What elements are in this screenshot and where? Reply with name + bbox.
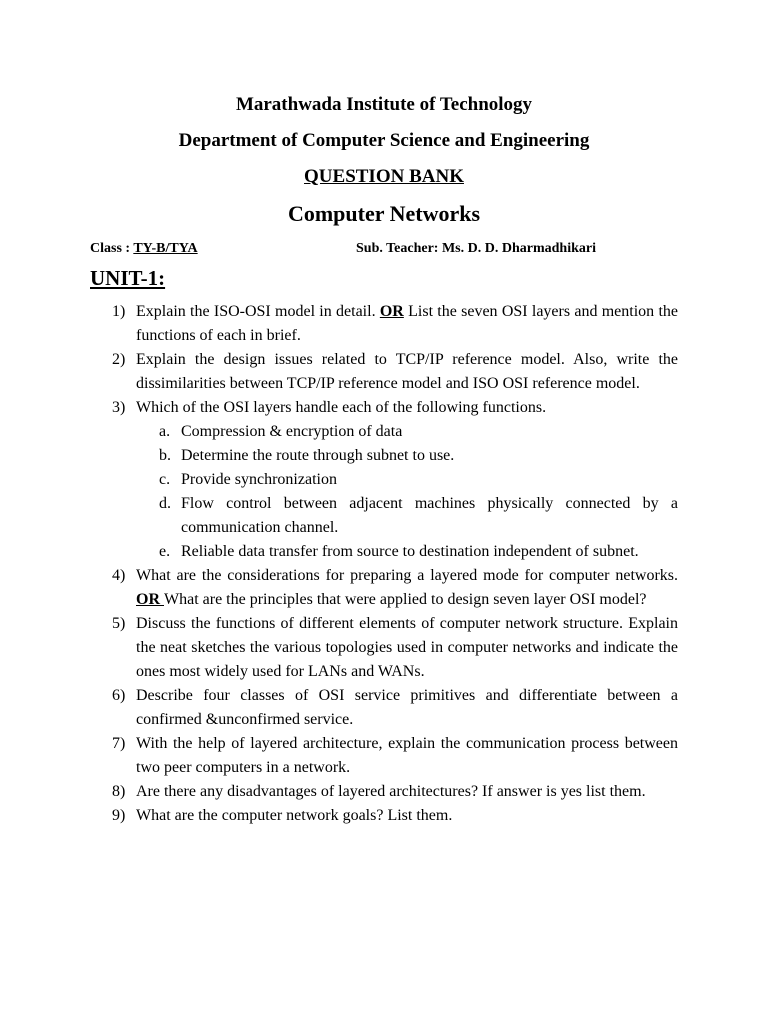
question-text: What are the computer network goals? List them. [136,807,453,824]
question-text: Explain the ISO-OSI model in detail. [136,303,380,320]
question-number: 5) [112,615,126,632]
question-text: What are the considerations for preparing a layered mode for computer networks. [136,567,678,584]
or-separator: OR [379,303,404,320]
question-item [0,684,768,732]
question-number: 2) [112,351,126,368]
sub-question-text: Determine the route through subnet to use. [181,447,455,464]
question-number: 6) [112,687,126,704]
sub-question-item [0,420,768,444]
institute-name: Marathwada Institute of Technology [235,94,533,115]
sub-question-label: c. [159,471,171,488]
question-item [0,612,768,684]
question-text: With the help of layered architecture, explain the communication process between two peer computers in a network. [136,735,678,776]
unit-heading: UNIT-1: [90,266,166,290]
sub-question-item [0,540,768,564]
question-text: Describe four classes of OSI service primitives and differentiate between a confirmed &unconfirmed service. [136,687,678,728]
question-list [0,300,768,828]
question-text: Are there any disadvantages of layered architectures? If answer is yes list them. [136,783,646,800]
question-item [0,804,768,828]
or-separator: OR [136,591,164,608]
document-type-text: QUESTION BANK [304,166,464,187]
sub-question-text: Provide synchronization [181,471,337,488]
sub-question-label: b. [159,447,171,464]
question-text: What are the principles that were applied to design seven layer OSI model? [164,591,647,608]
sub-question-item [0,444,768,468]
class-value: TY-B/TYA [133,241,198,256]
sub-question-label: d. [159,495,171,512]
question-text: Explain the design issues related to TCP/IP reference model. Also, write the dissimilarities between TCP/IP reference model and ISO OSI reference model. [136,351,678,392]
sub-question-item [0,492,768,540]
question-item [0,300,768,348]
sub-question-text: Compression & encryption of data [181,423,403,440]
question-item [0,396,768,420]
sub-question-item [0,468,768,492]
question-number: 3) [112,399,126,416]
question-number: 7) [112,735,126,752]
sub-question-text: Reliable data transfer from source to destination independent of subnet. [181,543,639,560]
sub-question-text: Flow control between adjacent machines physically connected by a communication channel. [181,495,678,536]
sub-question-label: e. [159,543,171,560]
class-line [90,241,198,257]
subject-title: Computer Networks [287,201,481,226]
question-number: 4) [112,567,126,584]
question-item [0,732,768,780]
class-label: Class : [90,241,134,256]
question-text: Which of the OSI layers handle each of the following functions. [136,399,547,416]
question-item [0,780,768,804]
department-name: Department of Computer Science and Engineering [178,130,590,151]
subject-teacher: Sub. Teacher: Ms. D. D. Dharmadhikari [356,241,596,256]
question-text: List the seven OSI layers and mention the functions of each in brief. [136,303,678,344]
document-type [0,166,768,188]
question-number: 8) [112,783,126,800]
question-text: Discuss the functions of different elements of computer network structure. Explain the neat sketches the various topologies used in computer networks and indicate the ones most widely used for LANs and WANs. [136,615,678,680]
question-item [0,348,768,396]
question-number: 9) [112,807,126,824]
question-item [0,564,768,612]
sub-question-label: a. [159,423,171,440]
question-number: 1) [112,303,126,320]
